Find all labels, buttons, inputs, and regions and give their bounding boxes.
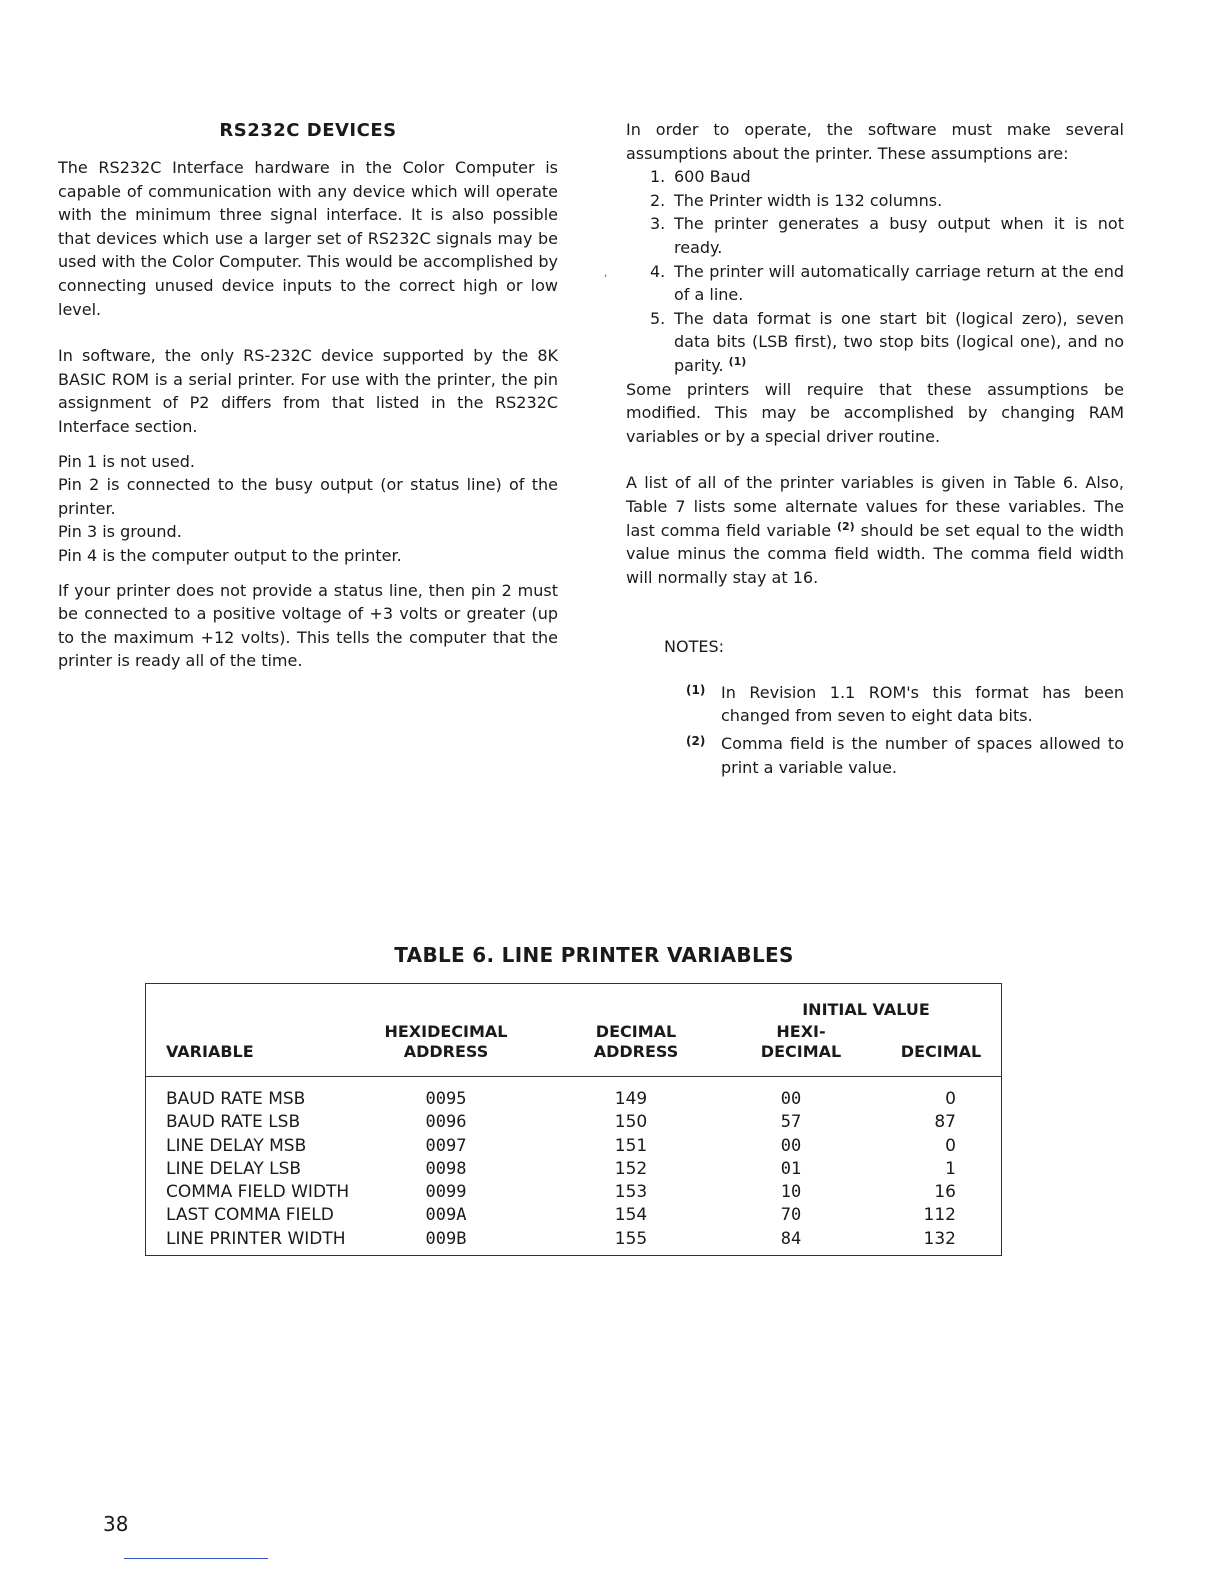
intro-paragraph: The RS232C Interface hardware in the Color Computer is capable of communication with any device which will operate with the minimum three signal interface. It is also possible that devices which use a larger set of RS232C signals may be used with the Color Computer. This would be accomplished by connecting unused device inputs to the correct high or low level. [58,158,558,319]
assumptions-intro: In order to operate, the software must make several assumptions about the printer. These assumptions are: [626,120,1124,163]
list-item: 2. The Printer width is 132 columns. [650,190,943,210]
table-header [146,984,1001,1077]
list-item: 3. The printer generates a busy output when it is not ready. [650,214,1124,257]
pin-3-text: Pin 3 is ground. [58,522,182,542]
list-item: 5. The data format is one start bit (logical zero), seven data bits (LSB first), two stop bits (logical one), and no parity. $^{(1)}$ [650,308,1124,375]
table-title: TABLE 6. LINE PRINTER VARIABLES [394,943,794,967]
left-column [58,118,558,673]
status-line-paragraph: If your printer does not provide a status line, then pin 2 must be connected to a positive voltage of +3 volts or greater (up to the maximum +12 volts). This tells the computer that the printer is ready all of the time. [58,580,558,671]
note-1: (1) In Revision 1.1 ROM's this format has been changed from seven to eight data bits. [686,682,1124,726]
header-dec-address-1: DECIMAL [595,1022,677,1041]
footer-rule [124,1558,268,1559]
table-row: LINE DELAY LSB 0098 152 01 1 [166,1158,956,1179]
variables-paragraph: A list of all of the printer variables is given in Table 6. Also, Table 7 lists some alternate values for these variables. The last comma field variable $^{(2)}$ should be set equal to the width value minus the comma field width. The comma field width will normally stay at 16. [626,473,1125,587]
footnote-ref: (1) [728,354,747,368]
table-row: LINE PRINTER WIDTH 009B 155 84 132 [166,1228,956,1249]
right-column [626,118,1124,783]
notes-label: NOTES: [664,637,724,657]
page-number: 38 [103,1512,129,1536]
pin-4-text: Pin 4 is the computer output to the printer. [58,545,402,565]
table-row: COMMA FIELD WIDTH 0099 153 10 16 [166,1182,956,1203]
header-init-hex-2: DECIMAL [760,1042,842,1061]
software-paragraph: In software, the only RS-232C device supported by the 8K BASIC ROM is a serial printer. For use with the printer, the pin assignment of P2 differs from that listed in the RS232C Interface section. [58,346,558,436]
variables-table [145,983,1002,1256]
header-initial-value: INITIAL VALUE [802,1000,930,1019]
stray-mark: , [604,268,608,279]
list-item: 1. 600 Baud [650,167,751,187]
header-dec-address-2: ADDRESS [593,1042,679,1061]
table-body [146,1088,1001,1251]
header-init-dec: DECIMAL [900,1042,982,1061]
table-row: BAUD RATE LSB 0096 150 57 87 [166,1112,956,1133]
header-variable: VARIABLE [166,1042,254,1061]
header-hex-address-2: ADDRESS [403,1042,489,1061]
header-hex-address-1: HEXIDECIMAL [384,1022,508,1041]
footnote-ref: (2) [836,519,855,533]
list-item: 4. The printer will automatically carriage return at the end of a line. [650,261,1124,305]
modify-paragraph: Some printers will require that these assumptions be modified. This may be accomplished by changing RAM variables or by a special driver routine. [626,379,1124,446]
assumptions-list [626,165,1124,377]
header-init-hex-1: HEXI- [776,1022,826,1041]
table-row: LAST COMMA FIELD 009A 154 70 112 [166,1205,956,1226]
section-heading: RS232C DEVICES [219,120,397,141]
pin-2-text: Pin 2 is connected to the busy output (or status line) of the printer. [58,475,558,518]
note-2: (2) Comma field is the number of spaces allowed to print a variable value. [686,734,1124,777]
pin-1-text: Pin 1 is not used. [58,451,195,471]
table-row: BAUD RATE MSB 0095 149 00 0 [166,1089,956,1109]
table-row: LINE DELAY MSB 0097 151 00 0 [166,1135,956,1156]
